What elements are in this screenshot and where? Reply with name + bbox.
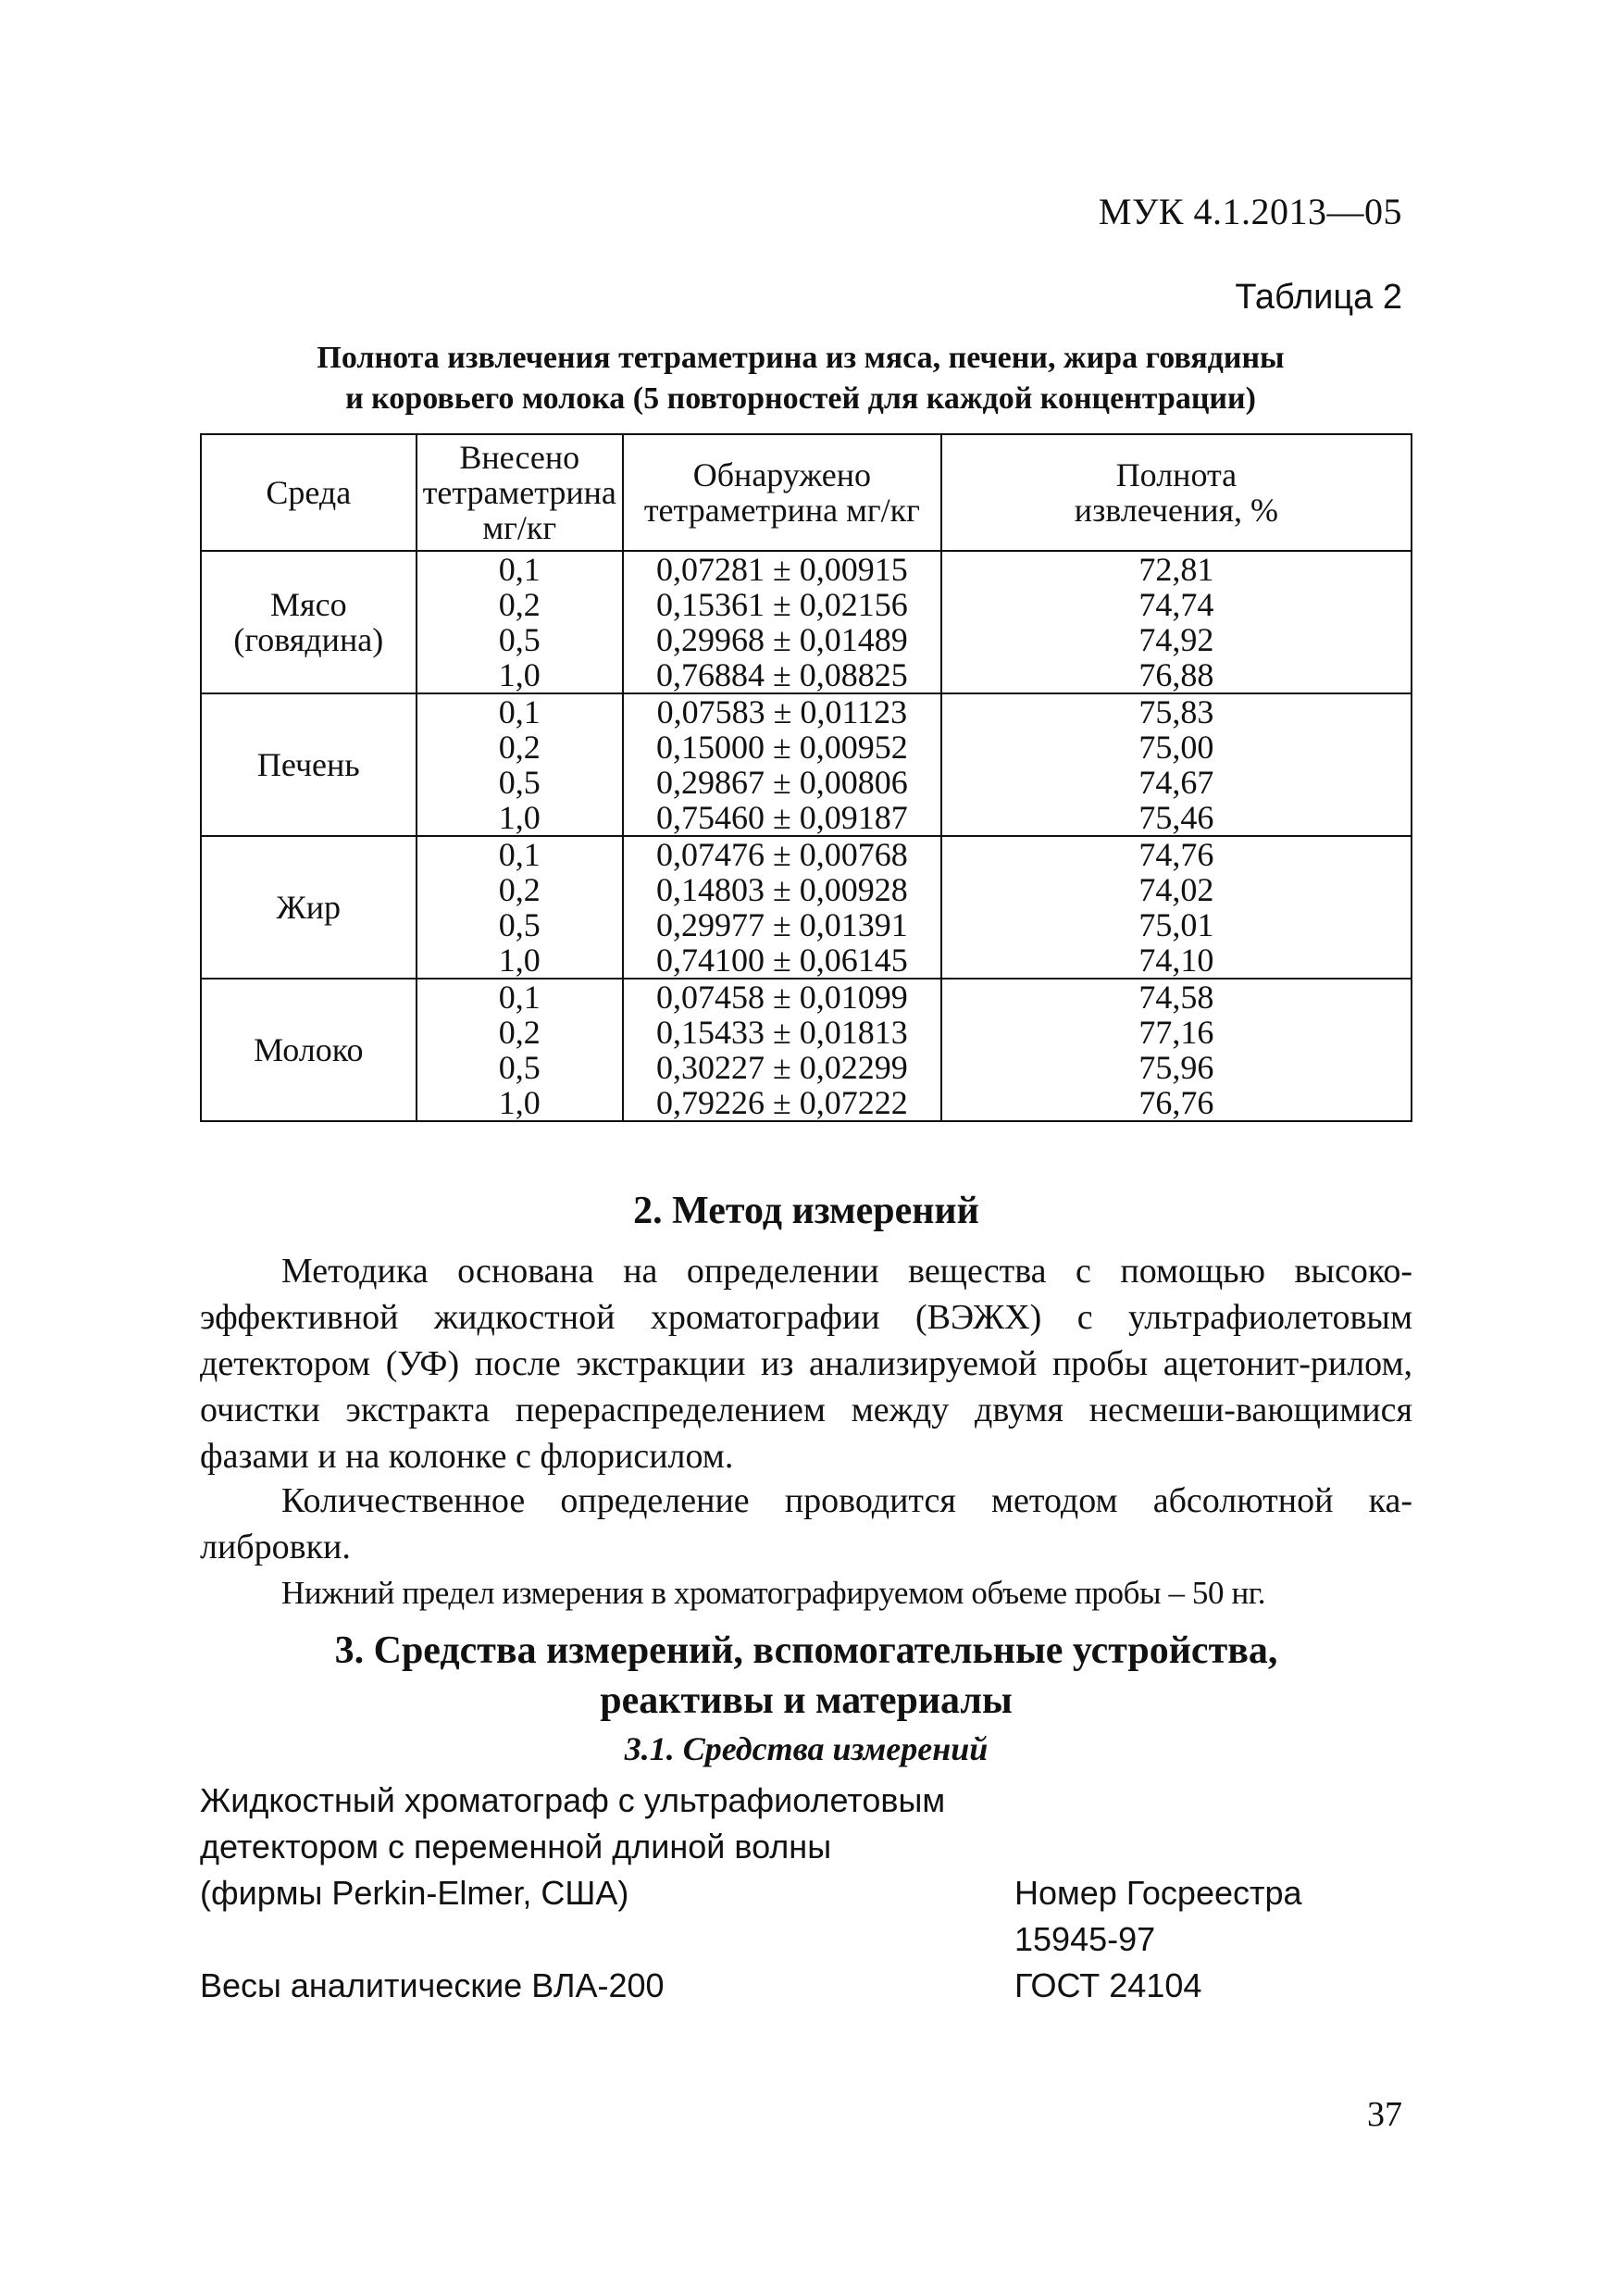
table-row-liver <box>201 693 1412 836</box>
equipment-reference: ГОСТ 24104 <box>1014 1966 1202 2004</box>
recovery-cell: 74,76 74,02 75,01 74,10 <box>941 836 1412 979</box>
found-cell: 0,07583 ± 0,01123 0,15000 ± 0,00952 0,29867 ± 0,00806 0,75460 ± 0,09187 <box>623 693 941 836</box>
table-caption-line: Полнота извлечения тетраметрина из мяса, печени, жира говядины <box>317 341 1285 375</box>
table-row-milk <box>201 979 1412 1121</box>
medium-cell: Жир <box>201 836 417 979</box>
added-cell: 0,1 0,2 0,5 1,0 <box>417 836 623 979</box>
added-cell: 0,1 0,2 0,5 1,0 <box>417 693 623 836</box>
equipment-reference: Номер Госреестра 15945-97 <box>1014 1874 1302 1958</box>
medium-cell: Молоко <box>201 979 417 1121</box>
found-cell: 0,07476 ± 0,00768 0,14803 ± 0,00928 0,29977 ± 0,01391 0,74100 ± 0,06145 <box>623 836 941 979</box>
subsection-3-1-title: 3.1. Средства измерений <box>624 1730 989 1767</box>
table-row-meat <box>201 551 1412 693</box>
recovery-cell: 74,58 77,16 75,96 76,76 <box>941 979 1412 1121</box>
found-cell: 0,07281 ± 0,00915 0,15361 ± 0,02156 0,29968 ± 0,01489 0,76884 ± 0,08825 <box>623 551 941 693</box>
table-caption <box>185 338 1416 419</box>
found-cell: 0,07458 ± 0,01099 0,15433 ± 0,01813 0,30227 ± 0,02299 0,79226 ± 0,07222 <box>623 979 941 1121</box>
header-found: Обнаружено тетраметрина мг/кг <box>623 434 941 551</box>
equipment-item-balance: Весы аналитические ВЛА-200 <box>200 1966 665 2004</box>
added-cell: 0,1 0,2 0,5 1,0 <box>417 979 623 1121</box>
recovery-table <box>200 433 1412 1122</box>
medium-cell: Печень <box>201 693 417 836</box>
recovery-cell: 75,83 75,00 74,67 75,46 <box>941 693 1412 836</box>
section-3-title: 3. Средства измерений, вспомогательные устройства, реактивы и материалы <box>334 1629 1278 1722</box>
table-number-label: Таблица 2 <box>1235 278 1402 317</box>
header-added: Внесено тетраметрина мг/кг <box>417 434 623 551</box>
page-number: 37 <box>1367 2095 1402 2134</box>
table-caption-line: и коровьего молока (5 повторностей для каждой концентрации) <box>345 381 1256 416</box>
table-row-fat <box>201 836 1412 979</box>
section-2-title: 2. Метод измерений <box>633 1190 979 1232</box>
medium-cell: Мясо (говядина) <box>201 551 417 693</box>
header-recovery: Полнота извлечения, % <box>941 434 1412 551</box>
added-cell: 0,1 0,2 0,5 1,0 <box>417 551 623 693</box>
header-medium: Среда <box>201 434 417 551</box>
recovery-cell: 72,81 74,74 74,92 76,88 <box>941 551 1412 693</box>
section-2-paragraph: Методика основана на определении вещества с помощью высоко-эффективной жидкостной хроматографии (ВЭЖХ) с ультрафиолетовым детектором (УФ) после экстракции из анализируемой пробы ацетонит-рилом, очистки экстракта перераспределением между двумя несмеши-вающимися фазами и на колонке с флорисилом. <box>200 1252 1412 1476</box>
document-code: МУК 4.1.2013—05 <box>1098 191 1402 232</box>
table-header-row <box>201 434 1412 551</box>
equipment-item-chromatograph: Жидкостный хроматограф с ультрафиолетовым детектором с переменной длиной волны (фирмы Perkin-Elmer, США) <box>200 1781 946 1912</box>
section-2-paragraph: Количественное определение проводится методом абсолютной ка-либровки. <box>200 1481 1412 1566</box>
section-2-paragraph: Нижний предел измерения в хроматографируемом объеме пробы – 50 нг. <box>281 1575 1266 1611</box>
